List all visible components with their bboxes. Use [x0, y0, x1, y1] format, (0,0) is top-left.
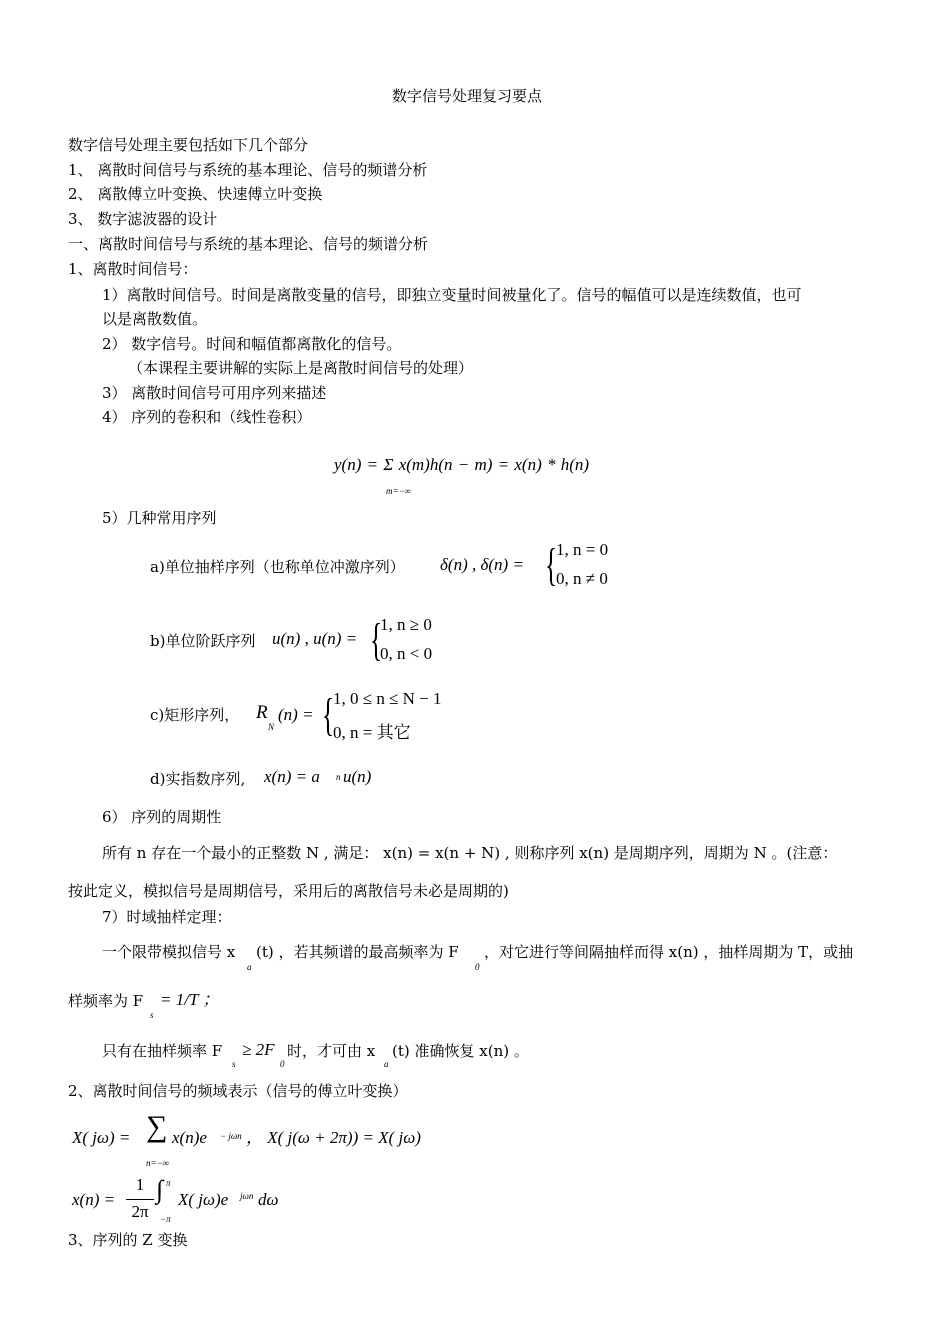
seq-step-case2: 0, n < 0: [380, 644, 433, 663]
periodic-text: 所有 n 存在一个最小的正整数 N , 满足： x(n) = x(n + N) , 则称序列 x(n) 是周期序列，周期为 N 。(注意：: [102, 844, 838, 862]
brace: {: [322, 689, 335, 740]
subsection-heading: 3、序列的 Z 变换: [68, 1231, 188, 1249]
dtft-rhs: x(n)e: [172, 1128, 207, 1147]
item-note: （本课程主要讲解的实际上是离散时间信号的处理）: [128, 359, 474, 377]
brace: {: [545, 539, 558, 590]
idtft-denominator: 2π: [131, 1202, 149, 1221]
seq-impulse-case1: 1, n = 0: [556, 540, 609, 559]
periodic-text-cont: 按此定义，模拟信号是周期信号，采用后的离散信号未必是周期的): [68, 882, 509, 900]
dtft-sup: − jωn: [220, 1131, 242, 1141]
seq-exp-sup: n: [336, 772, 341, 782]
sampling-freq-sub: s: [150, 1010, 154, 1020]
subsection-heading: 1、离散时间信号：: [68, 260, 198, 278]
idtft-lower: −π: [160, 1214, 171, 1224]
sampling-freq: 样频率为 F: [68, 992, 144, 1010]
seq-impulse-label: a)单位抽样序列（也称单位冲激序列）: [150, 558, 405, 576]
dtft-limit: n=−∞: [146, 1158, 170, 1168]
seq-impulse-math: δ(n) , δ(n) =: [440, 555, 524, 574]
sampling-condition-b: ≥ 2F: [242, 1040, 275, 1059]
item-common-sequences: 5）几种常用序列: [102, 509, 217, 527]
seq-exp-label: d)实指数序列,: [150, 770, 246, 788]
convolution-formula-text: y(n) = Σ x(m)h(n − m) = x(n) * h(n): [334, 455, 590, 474]
sampling-text-b: (t) ，若其频谱的最高频率为 F: [256, 943, 459, 961]
section-heading: 一、离散时间信号与系统的基本理论、信号的频谱分析: [68, 235, 429, 253]
seq-rect-case2: 0, n = 其它: [333, 723, 411, 742]
sampling-sub2: 0: [475, 962, 480, 972]
sampling-text: 一个限带模拟信号 x: [102, 943, 236, 961]
idtft-sup: jωn: [240, 1191, 254, 1201]
seq-rect-case1: 1, 0 ≤ n ≤ N − 1: [333, 689, 442, 708]
seq-rect-math: (n) =: [278, 705, 314, 724]
subsection-heading: 2、离散时间信号的频域表示（信号的傅立叶变换）: [68, 1082, 408, 1100]
part-item: 3、 数字滤波器的设计: [68, 210, 218, 228]
sampling-condition-sub: s: [232, 1059, 236, 1069]
sampling-text-c: ，对它进行等间隔抽样而得 x(n) ，抽样周期为 T，或抽: [484, 943, 854, 961]
item-convolution: 4） 序列的卷积和（线性卷积）: [102, 408, 312, 426]
sampling-condition-sub3: a: [384, 1059, 389, 1069]
idtft-rhs: X( jω)e: [178, 1190, 229, 1209]
sampling-freq-b: = 1/T ；: [160, 990, 220, 1009]
item-digital-signal: 2） 数字信号。时间和幅值都离散化的信号。: [102, 335, 402, 353]
sampling-condition: 只有在抽样频率 F: [102, 1042, 223, 1060]
fraction-bar: [126, 1199, 154, 1200]
item-sampling-theorem: 7）时域抽样定理：: [102, 908, 232, 926]
item-discrete-signal: 1）离散时间信号。时间是离散变量的信号，即独立变量时间被量化了。信号的幅值可以是连续数值，也可: [102, 286, 802, 304]
item-discrete-signal-cont: 以是离散数值。: [102, 310, 208, 328]
brace: {: [370, 614, 383, 665]
dtft-lhs: X( jω) =: [72, 1128, 131, 1147]
sampling-condition-d: (t) 准确恢复 x(n) 。: [392, 1042, 529, 1060]
seq-exp-math2: u(n): [343, 767, 372, 786]
idtft-numerator: 1: [135, 1175, 145, 1194]
intro-text: 数字信号处理主要包括如下几个部分: [68, 136, 309, 154]
seq-step-case1: 1, n ≥ 0: [380, 615, 432, 634]
seq-exp-math: x(n) = a: [264, 767, 320, 786]
seq-step-label: b)单位阶跃序列: [150, 632, 256, 650]
dtft-periodic: ， X( j(ω + 2π)) = X( jω): [246, 1128, 421, 1147]
part-item: 2、 离散傅立叶变换、快速傅立叶变换: [68, 185, 323, 203]
seq-rect-label: c)矩形序列，: [150, 706, 240, 724]
idtft-upper: π: [166, 1178, 171, 1188]
sigma-symbol: ∑: [146, 1110, 168, 1143]
idtft-d: dω: [258, 1190, 279, 1209]
part-item: 1、 离散时间信号与系统的基本理论、信号的频谱分析: [68, 161, 428, 179]
seq-step-math: u(n) , u(n) =: [272, 629, 358, 648]
sampling-condition-sub2: 0: [280, 1059, 285, 1069]
page-title: 数字信号处理复习要点: [392, 87, 543, 105]
seq-rect-math-r: R: [256, 702, 268, 723]
seq-impulse-case2: 0, n ≠ 0: [556, 569, 608, 588]
idtft-lhs: x(n) =: [72, 1190, 116, 1209]
item-sequence: 3） 离散时间信号可用序列来描述: [102, 384, 327, 402]
sampling-sub: a: [247, 962, 252, 972]
integral-symbol: ∫: [156, 1175, 164, 1204]
item-periodicity: 6） 序列的周期性: [102, 808, 222, 826]
seq-rect-sub: N: [268, 722, 275, 732]
sampling-condition-c: 时，才可由 x: [287, 1042, 376, 1060]
convolution-limit: m=−∞: [386, 486, 412, 496]
